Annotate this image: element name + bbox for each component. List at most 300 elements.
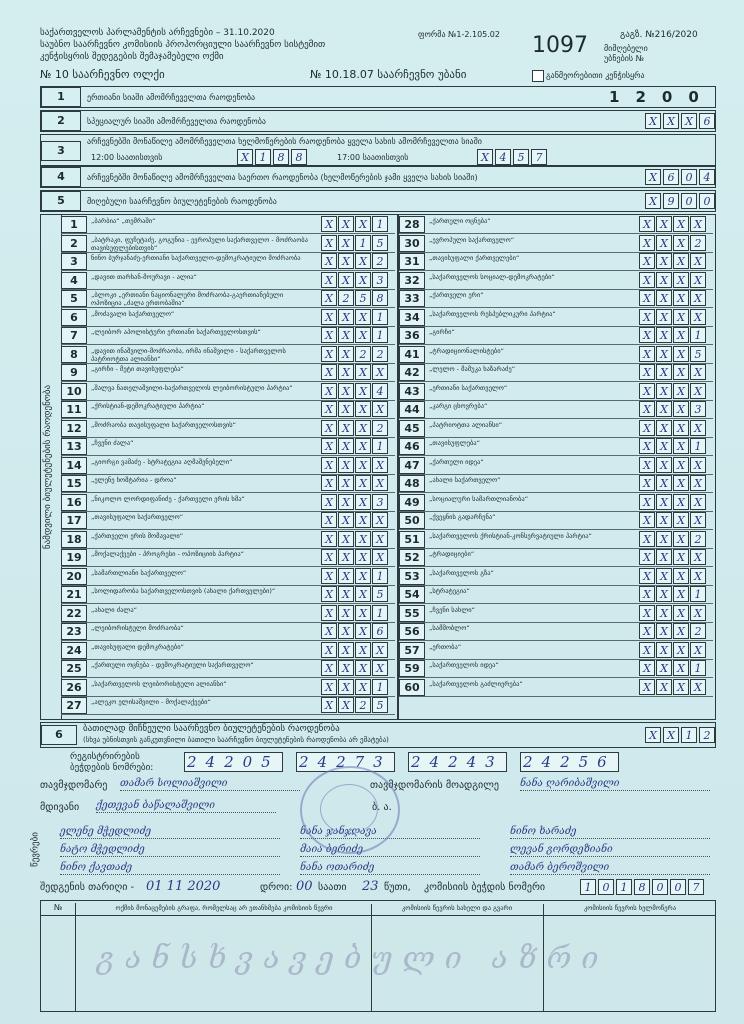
party-vote-digit[interactable]: X: [673, 216, 689, 232]
party-column-left: [61, 215, 399, 719]
party-vote-digit[interactable]: X: [639, 272, 655, 288]
party-name: „საქართველოს იდეა“: [429, 661, 499, 669]
party-vote-digit[interactable]: X: [656, 475, 672, 491]
party-vote-digit[interactable]: X: [656, 568, 672, 584]
party-vote-digit[interactable]: X: [656, 364, 672, 380]
party-row: [399, 363, 713, 382]
chair-label: თავმჯდომარე: [40, 780, 108, 791]
party-vote-digit[interactable]: X: [639, 401, 655, 417]
party-vote-digit[interactable]: X: [321, 512, 337, 528]
party-vote-digit[interactable]: X: [355, 512, 371, 528]
party-vote-digit[interactable]: 1: [690, 438, 706, 454]
party-vote-digit[interactable]: X: [690, 494, 706, 510]
party-vote-digit[interactable]: 1: [372, 216, 388, 232]
party-vote-digit[interactable]: X: [673, 660, 689, 676]
party-number: 10: [61, 383, 87, 400]
party-vote-digit[interactable]: X: [690, 475, 706, 491]
party-vote-digit[interactable]: X: [372, 457, 388, 473]
row-3-t1-digit[interactable]: 1: [255, 149, 271, 165]
party-vote-digit[interactable]: X: [656, 253, 672, 269]
party-vote-digit[interactable]: X: [656, 272, 672, 288]
member-signature[interactable]: ელენე მჭედლიძე: [60, 826, 280, 839]
seal-digit[interactable]: 1: [616, 879, 632, 895]
party-number: 22: [61, 605, 87, 622]
party-vote-digit[interactable]: X: [338, 475, 354, 491]
member-signature[interactable]: ნანა ოთარიძე: [300, 862, 480, 875]
party-number: 23: [61, 623, 87, 640]
party-vote-digit[interactable]: X: [321, 216, 337, 232]
row-6-digit[interactable]: 2: [699, 727, 715, 743]
party-vote-digit[interactable]: 3: [372, 494, 388, 510]
party-vote-digit[interactable]: X: [338, 346, 354, 362]
party-vote-digit[interactable]: X: [321, 327, 337, 343]
member-signature[interactable]: ლევან გორდეზიანი: [510, 844, 710, 857]
party-vote-digit[interactable]: X: [321, 475, 337, 491]
party-vote-digit[interactable]: X: [656, 679, 672, 695]
party-vote-digit[interactable]: X: [338, 623, 354, 639]
party-vote-digit[interactable]: 2: [372, 420, 388, 436]
row-3-t1-digit[interactable]: 8: [273, 149, 289, 165]
party-vote-digit[interactable]: 1: [372, 605, 388, 621]
party-vote-digit[interactable]: X: [321, 586, 337, 602]
party-vote-digit[interactable]: X: [673, 346, 689, 362]
member-signature[interactable]: მაია ბერიძე: [300, 844, 480, 857]
party-vote-digit[interactable]: X: [321, 290, 337, 306]
party-vote-digit[interactable]: X: [656, 531, 672, 547]
party-vote-digit[interactable]: X: [372, 642, 388, 658]
party-row: [61, 289, 395, 308]
party-vote-digit[interactable]: X: [639, 290, 655, 306]
party-vote-digit[interactable]: X: [338, 531, 354, 547]
party-vote-digit[interactable]: X: [690, 512, 706, 528]
party-vote-digit[interactable]: X: [690, 457, 706, 473]
party-vote-digit[interactable]: 1: [355, 235, 371, 251]
party-vote-digit[interactable]: 1: [372, 327, 388, 343]
party-vote-digit[interactable]: X: [338, 494, 354, 510]
party-vote-digit[interactable]: X: [673, 642, 689, 658]
party-vote-digit[interactable]: X: [690, 364, 706, 380]
party-name: „თავისუფლება“: [429, 439, 480, 447]
party-vote-digit[interactable]: X: [690, 253, 706, 269]
party-vote-digit[interactable]: X: [656, 457, 672, 473]
party-vote-digit[interactable]: X: [673, 586, 689, 602]
party-vote-digit[interactable]: 5: [690, 346, 706, 362]
party-vote-digit[interactable]: X: [321, 605, 337, 621]
party-vote-digit[interactable]: X: [321, 420, 337, 436]
party-vote-digit[interactable]: X: [355, 383, 371, 399]
party-vote-digit[interactable]: X: [321, 346, 337, 362]
party-vote-digit[interactable]: X: [321, 697, 337, 713]
party-vote-digit[interactable]: 1: [372, 568, 388, 584]
row-4-digit[interactable]: 6: [663, 169, 679, 185]
repeat-vote-label: განმეორებითი კენჭისყრა: [546, 71, 645, 80]
party-vote-digit[interactable]: 5: [372, 697, 388, 713]
row-4-label: არჩევნებში მონაწილე ამომრჩეველთა საერთო რაოდენობა (ხელმოწერების ჯამი ყველა სახის სიაში): [87, 173, 478, 182]
seal-digit[interactable]: 0: [670, 879, 686, 895]
party-vote-digit[interactable]: X: [338, 679, 354, 695]
party-vote-digit[interactable]: X: [321, 549, 337, 565]
party-vote-digit[interactable]: 1: [690, 660, 706, 676]
row-6-digit[interactable]: 1: [681, 727, 697, 743]
party-row: [399, 252, 713, 271]
party-vote-digit[interactable]: X: [355, 272, 371, 288]
minute-label: წუთი,: [384, 882, 411, 893]
party-vote-digit[interactable]: X: [673, 679, 689, 695]
party-vote-digit[interactable]: X: [673, 549, 689, 565]
party-vote-digit[interactable]: X: [639, 531, 655, 547]
row-3-t1-digit[interactable]: 8: [291, 149, 307, 165]
party-row: [399, 326, 713, 345]
party-vote-digit[interactable]: X: [338, 235, 354, 251]
party-vote-digit[interactable]: 2: [690, 531, 706, 547]
party-vote-digit[interactable]: 2: [355, 346, 371, 362]
member-signature[interactable]: თამარ ბეროშვილი: [510, 862, 710, 875]
district-label: № 10 საარჩევნო ოლქი: [40, 68, 165, 81]
party-vote-digit[interactable]: 2: [372, 346, 388, 362]
party-vote-digit[interactable]: 5: [372, 235, 388, 251]
party-vote-digit[interactable]: X: [690, 420, 706, 436]
party-vote-digit[interactable]: X: [639, 512, 655, 528]
party-number: 27: [61, 697, 87, 714]
party-vote-digit[interactable]: X: [338, 401, 354, 417]
party-vote-digit[interactable]: X: [338, 383, 354, 399]
party-vote-digit[interactable]: 1: [372, 309, 388, 325]
repeat-vote-checkbox[interactable]: [532, 70, 544, 82]
party-vote-digit[interactable]: X: [355, 364, 371, 380]
party-vote-digit[interactable]: X: [639, 327, 655, 343]
minute-value[interactable]: 23: [362, 879, 379, 894]
party-vote-digit[interactable]: X: [321, 679, 337, 695]
seal-digit[interactable]: 0: [652, 879, 668, 895]
party-vote-digit[interactable]: X: [673, 327, 689, 343]
row-2-digit[interactable]: X: [663, 113, 679, 129]
seal-digit[interactable]: 7: [688, 879, 704, 895]
row-2-digit[interactable]: X: [645, 113, 661, 129]
party-vote-digit[interactable]: X: [355, 401, 371, 417]
party-vote-digit[interactable]: X: [321, 235, 337, 251]
party-vote-digit[interactable]: X: [639, 457, 655, 473]
party-vote-digit[interactable]: X: [673, 623, 689, 639]
party-vote-digit[interactable]: 8: [372, 290, 388, 306]
party-vote-digit[interactable]: X: [338, 327, 354, 343]
hour-value[interactable]: 00: [296, 879, 313, 894]
party-name: „ბატრაკი, ფუჩეტაძე, გოგუნია - ევროპული საქართველო - მოძრაობა თავისუფლებისთვის“: [91, 235, 308, 252]
party-vote-digit[interactable]: X: [656, 623, 672, 639]
party-vote-digit[interactable]: X: [690, 549, 706, 565]
party-vote-digit[interactable]: 1: [690, 586, 706, 602]
party-row: [61, 456, 395, 475]
row-6-digit[interactable]: X: [645, 727, 661, 743]
party-vote-digit[interactable]: 1: [372, 679, 388, 695]
party-vote-digit[interactable]: X: [639, 253, 655, 269]
party-vote-digit[interactable]: X: [673, 605, 689, 621]
party-vote-digit[interactable]: X: [639, 605, 655, 621]
row-3-t2-digit[interactable]: X: [477, 149, 493, 165]
row-5-digit[interactable]: 0: [681, 193, 697, 209]
party-vote-digit[interactable]: X: [338, 660, 354, 676]
row-4-digit[interactable]: X: [645, 169, 661, 185]
row-4-digit[interactable]: 4: [699, 169, 715, 185]
party-vote-digit[interactable]: X: [639, 660, 655, 676]
party-vote-digit[interactable]: X: [673, 420, 689, 436]
deputy-signature[interactable]: ნანა ღარიბაშვილი: [520, 778, 710, 791]
party-vote-digit[interactable]: X: [639, 309, 655, 325]
party-vote-digit[interactable]: X: [690, 309, 706, 325]
party-vote-digit[interactable]: X: [673, 494, 689, 510]
party-vote-digit[interactable]: X: [355, 494, 371, 510]
party-vote-digit[interactable]: X: [321, 457, 337, 473]
party-vote-digit[interactable]: X: [673, 512, 689, 528]
party-vote-digit[interactable]: X: [639, 235, 655, 251]
row-3-t2-digit[interactable]: 5: [513, 149, 529, 165]
party-vote-digit[interactable]: X: [690, 679, 706, 695]
party-vote-digit[interactable]: X: [673, 235, 689, 251]
party-vote-digit[interactable]: X: [321, 272, 337, 288]
commission-seal-inner: [320, 784, 378, 834]
party-vote-digit[interactable]: X: [355, 309, 371, 325]
party-vote-digit[interactable]: 2: [355, 697, 371, 713]
party-vote-digit[interactable]: X: [355, 327, 371, 343]
party-vote-digit[interactable]: X: [690, 642, 706, 658]
party-vote-digit[interactable]: X: [355, 605, 371, 621]
party-vote-digit[interactable]: X: [639, 642, 655, 658]
party-vote-digit[interactable]: X: [355, 679, 371, 695]
party-vote-digit[interactable]: X: [321, 623, 337, 639]
party-vote-digit[interactable]: 2: [338, 290, 354, 306]
party-vote-digit[interactable]: X: [355, 586, 371, 602]
party-vote-digit[interactable]: X: [639, 216, 655, 232]
party-vote-digit[interactable]: X: [338, 549, 354, 565]
party-vote-digit[interactable]: X: [673, 272, 689, 288]
party-name: „გირჩი - მეტი თავისუფლება“: [91, 365, 184, 373]
party-vote-digit[interactable]: X: [673, 364, 689, 380]
party-vote-digit[interactable]: X: [355, 642, 371, 658]
party-vote-digit[interactable]: X: [321, 642, 337, 658]
party-vote-digit[interactable]: X: [673, 531, 689, 547]
party-number: 56: [399, 623, 425, 640]
party-vote-digit[interactable]: X: [690, 272, 706, 288]
party-row: [61, 530, 395, 549]
chair-signature[interactable]: თამარ სოლიაშვილი: [120, 778, 300, 791]
party-vote-digit[interactable]: X: [639, 346, 655, 362]
party-vote-digit[interactable]: X: [338, 420, 354, 436]
party-vote-digit[interactable]: X: [639, 679, 655, 695]
party-vote-digit[interactable]: X: [690, 290, 706, 306]
party-vote-digit[interactable]: X: [355, 216, 371, 232]
row-2-digit[interactable]: 6: [699, 113, 715, 129]
party-vote-digit[interactable]: X: [656, 383, 672, 399]
party-number: 51: [399, 531, 425, 548]
reg-code[interactable]: 24256: [520, 752, 619, 772]
row-4-digit[interactable]: 0: [681, 169, 697, 185]
party-vote-digit[interactable]: X: [355, 253, 371, 269]
party-vote-digit[interactable]: X: [673, 309, 689, 325]
party-vote-digit[interactable]: X: [321, 253, 337, 269]
party-vote-digit[interactable]: X: [338, 438, 354, 454]
party-vote-digit[interactable]: X: [656, 512, 672, 528]
party-vote-digit[interactable]: X: [338, 605, 354, 621]
party-vote-digit[interactable]: 2: [372, 253, 388, 269]
party-row: [61, 659, 395, 678]
row-3-t2-digit[interactable]: 7: [531, 149, 547, 165]
party-vote-digit[interactable]: X: [673, 475, 689, 491]
member-signature[interactable]: ნინო ხარაძე: [510, 826, 710, 839]
party-vote-digit[interactable]: X: [355, 438, 371, 454]
member-signature[interactable]: ნინო ქავთაძე: [60, 862, 280, 875]
party-vote-digit[interactable]: 5: [355, 290, 371, 306]
party-vote-digit[interactable]: X: [656, 586, 672, 602]
party-vote-digit[interactable]: X: [656, 605, 672, 621]
party-vote-digit[interactable]: X: [372, 364, 388, 380]
reg-code[interactable]: 24205: [184, 752, 283, 772]
party-vote-digit[interactable]: X: [690, 605, 706, 621]
party-vote-digit[interactable]: X: [338, 568, 354, 584]
party-vote-digit[interactable]: X: [338, 512, 354, 528]
party-vote-digit[interactable]: X: [656, 401, 672, 417]
party-vote-digit[interactable]: X: [372, 512, 388, 528]
party-name: „ტრადიციონალისტები“: [429, 346, 504, 355]
party-vote-digit[interactable]: X: [372, 660, 388, 676]
party-vote-digit[interactable]: X: [656, 216, 672, 232]
seal-digit[interactable]: 0: [598, 879, 614, 895]
party-vote-digit[interactable]: X: [338, 216, 354, 232]
row-5-digit[interactable]: 9: [663, 193, 679, 209]
member-signature[interactable]: ნანა ჯანჯღავა: [300, 826, 480, 839]
row-5-digit[interactable]: 0: [699, 193, 715, 209]
party-row: [399, 289, 713, 308]
party-row: [399, 215, 713, 234]
party-vote-digit[interactable]: X: [355, 531, 371, 547]
party-vote-digit[interactable]: X: [338, 457, 354, 473]
party-vote-digit[interactable]: X: [321, 401, 337, 417]
party-vote-digit[interactable]: X: [639, 568, 655, 584]
party-vote-digit[interactable]: X: [338, 253, 354, 269]
party-vote-digit[interactable]: X: [321, 438, 337, 454]
party-vote-digit[interactable]: X: [355, 568, 371, 584]
party-vote-digit[interactable]: X: [338, 697, 354, 713]
party-vote-digit[interactable]: X: [639, 475, 655, 491]
party-vote-digit[interactable]: X: [639, 420, 655, 436]
party-vote-digit[interactable]: X: [673, 383, 689, 399]
party-vote-digit[interactable]: 1: [690, 327, 706, 343]
party-vote-digit[interactable]: X: [338, 642, 354, 658]
party-vote-digit[interactable]: X: [673, 438, 689, 454]
member-signature[interactable]: ნატო მჭედლიძე: [60, 844, 280, 857]
party-vote-digit[interactable]: 3: [372, 272, 388, 288]
party-vote-digit[interactable]: X: [372, 549, 388, 565]
party-vote-digit[interactable]: X: [673, 253, 689, 269]
party-vote-digit[interactable]: X: [673, 290, 689, 306]
party-row: [399, 234, 713, 253]
party-vote-digit[interactable]: X: [656, 420, 672, 436]
party-vote-digit[interactable]: X: [656, 327, 672, 343]
party-vote-digit[interactable]: X: [321, 660, 337, 676]
row-3-t1-digit[interactable]: X: [237, 149, 253, 165]
party-vote-digit[interactable]: X: [656, 290, 672, 306]
party-vote-digit[interactable]: 5: [372, 586, 388, 602]
party-name: „სოციალური სამართლიანობა“: [429, 494, 529, 503]
party-vote-digit[interactable]: X: [639, 549, 655, 565]
party-vote-digit[interactable]: X: [355, 660, 371, 676]
row-6-digit[interactable]: X: [663, 727, 679, 743]
party-vote-digit[interactable]: X: [639, 383, 655, 399]
party-vote-digit[interactable]: X: [338, 272, 354, 288]
party-number: 60: [399, 679, 425, 696]
party-vote-digit[interactable]: X: [372, 475, 388, 491]
party-vote-digit[interactable]: X: [690, 568, 706, 584]
party-vote-digit[interactable]: X: [639, 623, 655, 639]
party-vote-digit[interactable]: X: [372, 531, 388, 547]
party-vote-digit[interactable]: X: [656, 549, 672, 565]
party-vote-digit[interactable]: X: [321, 309, 337, 325]
seal-digit[interactable]: 8: [634, 879, 650, 895]
party-vote-digit[interactable]: X: [355, 420, 371, 436]
party-vote-digit[interactable]: X: [656, 494, 672, 510]
reg-code[interactable]: 24273: [296, 752, 395, 772]
row-2-digit[interactable]: X: [681, 113, 697, 129]
party-vote-digit[interactable]: X: [355, 475, 371, 491]
party-vote-digit[interactable]: 4: [372, 383, 388, 399]
party-vote-digit[interactable]: X: [656, 438, 672, 454]
party-vote-digit[interactable]: X: [355, 549, 371, 565]
row-2-label: სპეციალურ სიაში ამომრჩეველთა რაოდენობა: [87, 117, 266, 126]
date-value[interactable]: 01 11 2020: [146, 879, 221, 894]
party-vote-digit[interactable]: X: [321, 364, 337, 380]
party-vote-digit[interactable]: X: [338, 364, 354, 380]
party-vote-digit[interactable]: X: [355, 623, 371, 639]
party-number: 19: [61, 549, 87, 566]
party-vote-digit[interactable]: X: [690, 383, 706, 399]
secretary-signature[interactable]: ქეთევან ბაწალაშვილი: [96, 800, 276, 813]
party-vote-digit[interactable]: X: [673, 457, 689, 473]
row-3-t2-digit[interactable]: 4: [495, 149, 511, 165]
seal-digit[interactable]: 1: [580, 879, 596, 895]
party-vote-digit[interactable]: X: [639, 586, 655, 602]
party-vote-digit[interactable]: X: [355, 457, 371, 473]
party-vote-digit[interactable]: X: [656, 642, 672, 658]
party-vote-digit[interactable]: 2: [690, 235, 706, 251]
party-vote-digit[interactable]: X: [656, 346, 672, 362]
party-vote-digit[interactable]: X: [321, 383, 337, 399]
party-vote-digit[interactable]: X: [639, 438, 655, 454]
party-vote-digit[interactable]: X: [639, 364, 655, 380]
party-vote-digit[interactable]: X: [639, 494, 655, 510]
party-vote-digit[interactable]: X: [673, 401, 689, 417]
reg-code[interactable]: 24243: [408, 752, 507, 772]
party-name: „ერთიანი საქართველო“: [429, 383, 508, 392]
party-vote-digit[interactable]: X: [656, 235, 672, 251]
party-vote-digit[interactable]: X: [321, 494, 337, 510]
party-vote-digit[interactable]: 3: [690, 401, 706, 417]
party-vote-digit[interactable]: X: [656, 309, 672, 325]
dissent-col-number: №: [41, 903, 76, 915]
party-vote-digit[interactable]: X: [321, 531, 337, 547]
row-5-digit[interactable]: X: [645, 193, 661, 209]
party-vote-digit[interactable]: 6: [372, 623, 388, 639]
party-vote-digit[interactable]: X: [656, 660, 672, 676]
party-vote-digit[interactable]: X: [372, 401, 388, 417]
party-vote-digit[interactable]: 1: [372, 438, 388, 454]
party-vote-digit[interactable]: X: [338, 586, 354, 602]
party-vote-digit[interactable]: X: [321, 568, 337, 584]
party-vote-digit[interactable]: X: [690, 216, 706, 232]
party-row: [399, 678, 713, 697]
reg-codes-label: რეგისტრირების ბეჭდების ნომრები:: [70, 752, 154, 773]
party-vote-digit[interactable]: 2: [690, 623, 706, 639]
party-name: „ბლოკი „ერთიანი ნაციონალური მოძრაობა-გაერთიანებული ოპოზიცია „ძალა ერთობაშია“: [91, 291, 284, 307]
party-vote-digit[interactable]: X: [673, 568, 689, 584]
party-vote-digit[interactable]: X: [338, 309, 354, 325]
